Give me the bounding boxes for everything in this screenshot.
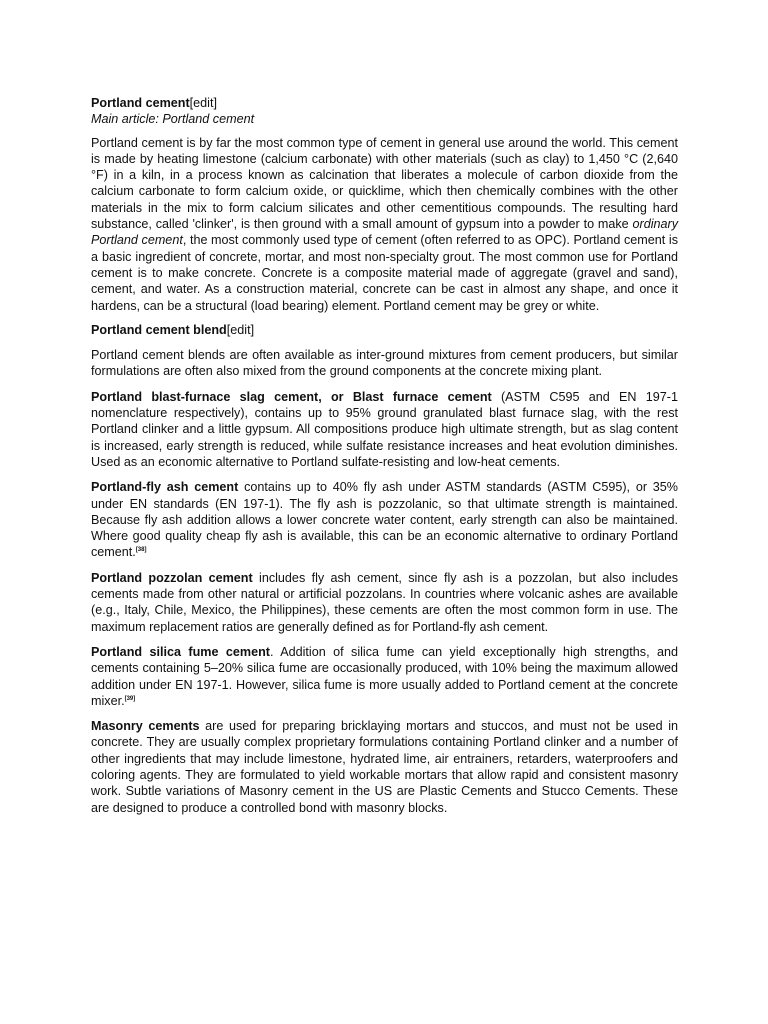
paragraph-text: includes fly ash cement, since fly ash is a pozzolan, but also includes cements made from other natural or artificial pozzolans. In countries where volcanic ashes are available (e.g., Italy, Chile, Mexico, the Philippines), these cements are often the most common form in use. The maximum replacement ratios are generally defined as for Portland-fly ash cement. (91, 570, 678, 634)
opc-term: ordinary Portland cement (91, 217, 678, 248)
heading-text: Portland cement blend (91, 322, 227, 337)
paragraph-text: are used for preparing bricklaying mortars and stuccos, and must not be used in concrete. They are usually complex proprietary formulations containing Portland clinker and a number of other ingredients that may include limestone, hydrated lime, air entrainers, retarders, waterproofers and coloring agents. They are formulated to yield workable mortars that allow rapid and consistent masonry work. Subtle variations of Masonry cement in the US are Plastic Cements and Stucco Cements. These are designed to produce a controlled bond with masonry blocks. (91, 719, 678, 815)
paragraph-text: Portland cement is by far the most common type of cement in general use around the world. This cement is made by heating limestone (calcium carbonate) with other materials (such as clay) to 1,450 °C (2,640 °F) in a kiln, in a process known as calcination that liberates a molecule of carbon dioxide from the calcium carbonate to form calcium oxide, or quicklime, which then chemically combines with the other materials in the mix to form calcium silicates and other cementitious compounds. The resulting hard substance, called 'clinker', is then ground with a small amount of gypsum into a powder to make (91, 135, 678, 232)
document-page (91, 95, 678, 816)
heading-text: Portland cement (91, 96, 190, 110)
paragraph-text: contains up to 40% fly ash under ASTM standards (ASTM C595), or 35% under EN standards (EN 197-1). The fly ash is pozzolanic, so that ultimate strength is maintained. Because fly ash addition allows a lower concrete water content, early strength can also be maintained. Where good quality cheap fly ash is available, this can be an economic alternative to ordinary Portland cement. (91, 480, 679, 560)
paragraph-silica-fume-cement (91, 644, 678, 709)
paragraph-fly-ash-cement (91, 479, 678, 560)
paragraph-pozzolan-cement (91, 570, 678, 635)
term-silica-fume-cement: Portland silica fume cement (91, 644, 270, 659)
edit-link[interactable]: [edit] (189, 96, 217, 110)
term-fly-ash-cement: Portland-fly ash cement (91, 480, 239, 495)
main-article-note: Main article: Portland cement (91, 112, 255, 127)
paragraph-text: (ASTM C595 and EN 197-1 nomenclature respectively), contains up to 95% ground granulated blast furnace slag, with the rest Portland clinker and a little gypsum. All compositions produce high ultimate strength, but as slag content is increased, early strength is reduced, while sulfate resistance increases and heat evolution diminishes. Used as an economic alternative to Portland sulfate-resisting and low-heat cements. (91, 389, 678, 469)
paragraph-slag-cement (91, 389, 678, 470)
term-pozzolan-cement: Portland pozzolan cement (91, 570, 253, 585)
edit-link[interactable]: [edit] (226, 322, 255, 337)
citation-ref-39[interactable]: [39] (124, 695, 136, 702)
paragraph-text: , the most commonly used type of cement (often referred to as OPC). Portland cement is a basic ingredient of concrete, mortar, and most non-specialty grout. The most common use for Portland cement is to make concrete. Concrete is a composite material made of aggregate (gravel and sand), cement, and water. As a construction material, concrete can be cast in almost any shape, and once it hardens, can be a structural (load bearing) element. Portland cement may be grey or white. (91, 233, 678, 313)
section-heading-portland-cement (91, 95, 678, 111)
paragraph-blend-intro: Portland cement blends are often available as inter-ground mixtures from cement producers, but similar formulations are often also mixed from the ground components at the concrete mixing plant. (91, 348, 678, 379)
paragraph-text: . Addition of silica fume can yield exceptionally high strengths, and cements containing 5–20% silica fume are occasionally produced, with 10% being the maximum allowed addition under EN 197-1. However, silica fume is more usually added to Portland cement at the concrete mixer. (91, 644, 678, 708)
paragraph-masonry-cements (91, 718, 678, 816)
term-masonry-cements: Masonry cements (91, 719, 200, 734)
paragraph-portland-cement (91, 135, 678, 314)
section-heading-portland-cement-blend (91, 322, 678, 338)
citation-ref-38[interactable]: [38] (135, 547, 147, 554)
term-slag-cement: Portland blast-furnace slag cement, or Blast furnace cement (91, 389, 492, 404)
